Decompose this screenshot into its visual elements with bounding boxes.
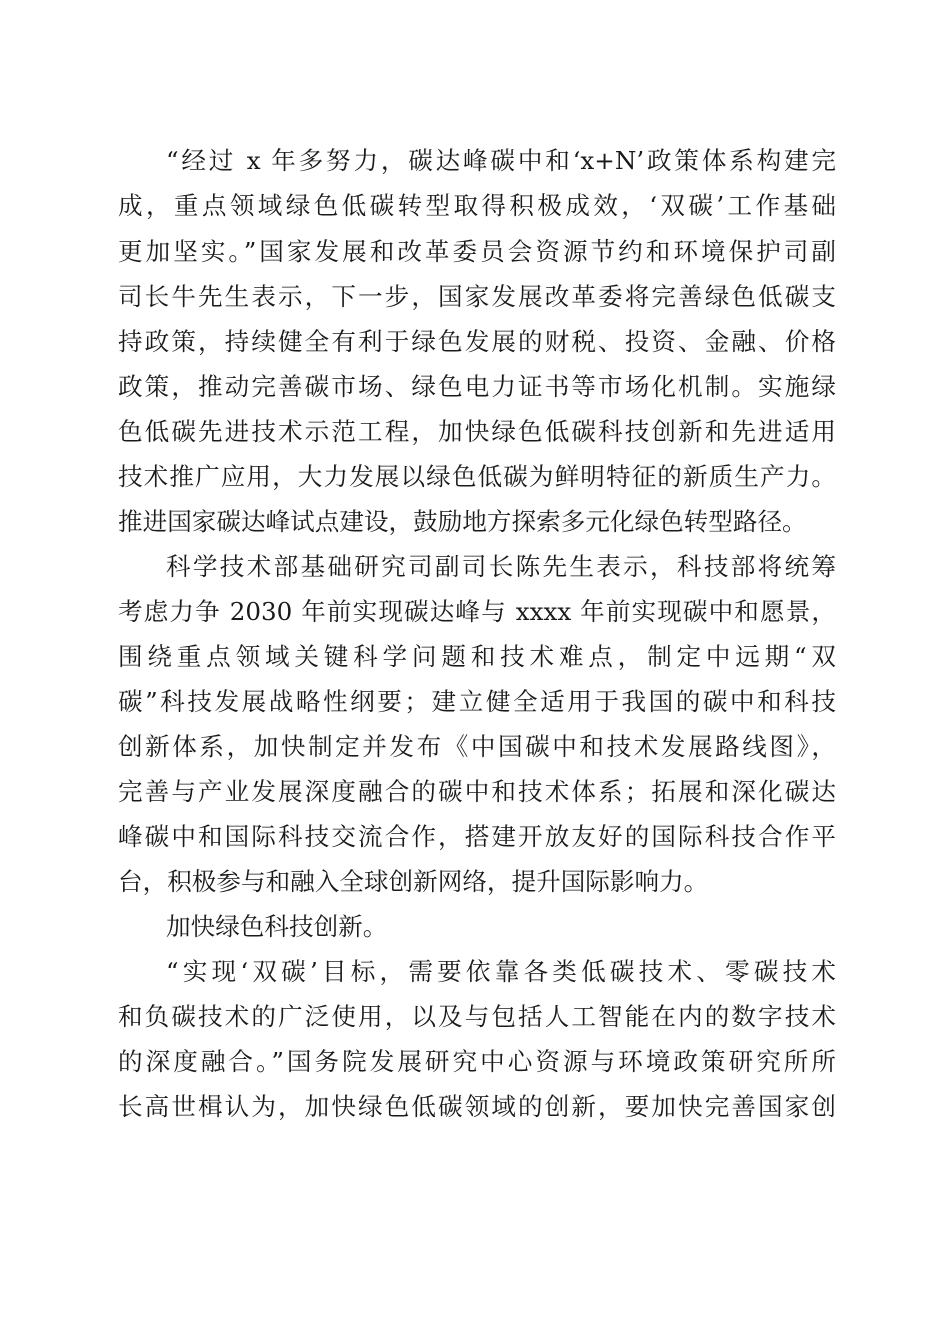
text-line: 推进国家碳达峰试点建设，鼓励地方探索多元化绿色转型路径。	[118, 507, 807, 536]
text-line: 司长牛先生表示，下一步，国家发展改革委将完善绿色低碳支	[118, 282, 836, 311]
text-line: 碳”科技发展战略性纲要；建立健全适用于我国的碳中和科技	[118, 687, 836, 716]
text-line: 政策，推动完善碳市场、绿色电力证书等市场化机制。实施绿	[118, 372, 836, 401]
text-line: 持政策，持续健全有利于绿色发展的财税、投资、金融、价格	[118, 327, 836, 356]
text-line: 成，重点领域绿色低碳转型取得积极成效，‘双碳’工作基础	[118, 191, 836, 220]
text-line: “实现‘双碳’目标，需要依靠各类低碳技术、零碳技术	[166, 957, 836, 986]
text-line: 长高世楫认为，加快绿色低碳领域的创新，要加快完善国家创	[118, 1092, 836, 1121]
text-line: 科学技术部基础研究司副司长陈先生表示，科技部将统筹	[166, 552, 836, 581]
text-line: 台，积极参与和融入全球创新网络，提升国际影响力。	[118, 867, 709, 896]
text-line: 色低碳先进技术示范工程，加快绿色低碳科技创新和先进适用	[118, 417, 836, 446]
text-line: 的深度融合。”国务院发展研究中心资源与环境政策研究所所	[118, 1047, 836, 1076]
text-line: 和负碳技术的广泛使用，以及与包括人工智能在内的数字技术	[118, 1002, 836, 1031]
text-line: 考虑力争 2030 年前实现碳达峰与 xxxx 年前实现碳中和愿景，	[118, 597, 836, 626]
text-line: 围绕重点领域关键科学问题和技术难点，制定中远期“双	[118, 642, 836, 671]
text-line: 峰碳中和国际科技交流合作，搭建开放友好的国际科技合作平	[118, 822, 836, 851]
text-line: “经过 x 年多努力，碳达峰碳中和‘x+N’政策体系构建完	[166, 146, 836, 175]
text-line: 创新体系，加快制定并发布《中国碳中和技术发展路线图》，	[118, 732, 836, 761]
text-line: 加快绿色科技创新。	[166, 912, 388, 941]
text-line: 完善与产业发展深度融合的碳中和技术体系；拓展和深化碳达	[118, 777, 836, 806]
text-line: 更加坚实。”国家发展和改革委员会资源节约和环境保护司副	[118, 237, 836, 266]
text-line: 技术推广应用，大力发展以绿色低碳为鲜明特征的新质生产力。	[118, 462, 836, 491]
